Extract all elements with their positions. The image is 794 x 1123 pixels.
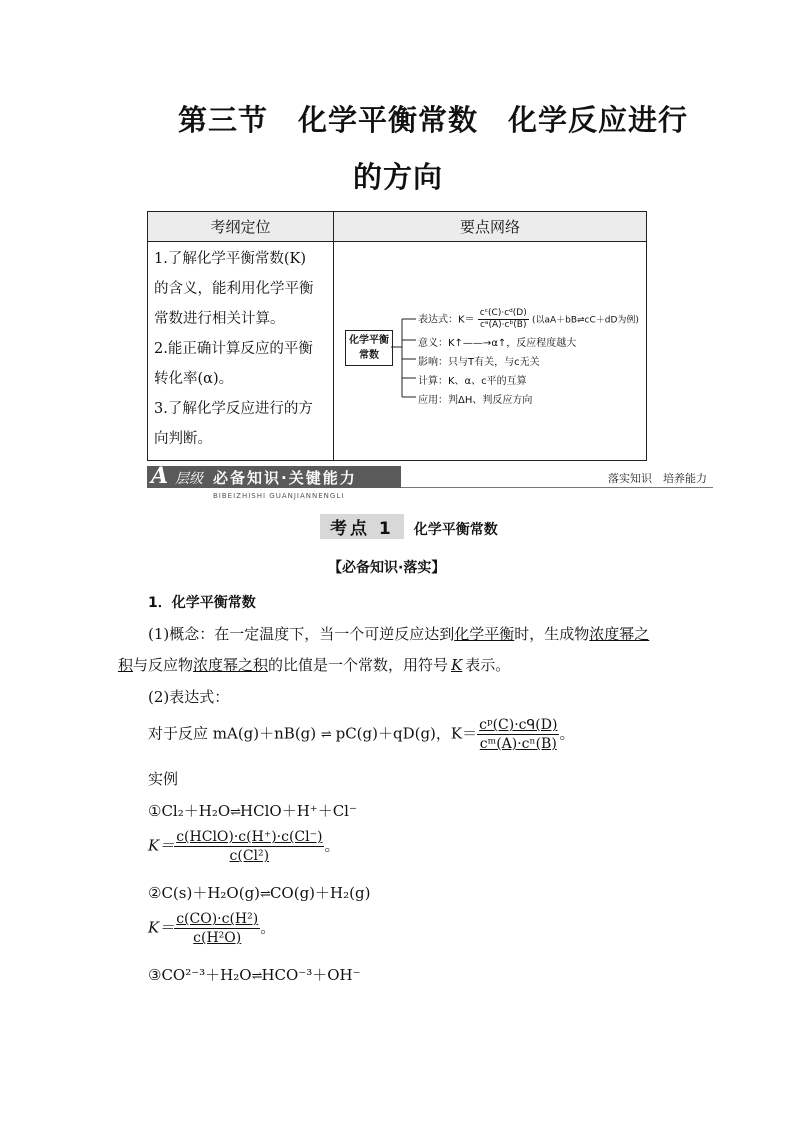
ex2-den: c(H²O) (193, 930, 242, 946)
req-line: 的含义，能利用化学平衡 (154, 281, 314, 297)
ex2-k: K＝ (148, 918, 175, 937)
page-title-line1: 第三节 化学平衡常数 化学反应进行 (178, 103, 689, 137)
req-line: 3.了解化学反应进行的方 (154, 401, 313, 417)
ex3-post: HCO⁻³＋OH⁻ (261, 966, 361, 984)
banner-subtext: BIBEIZHISHI GUANJIANNENGLI (213, 492, 345, 500)
blank-product-conc-end: 积 (118, 656, 134, 674)
concept-center-line2: 常数 (359, 350, 379, 361)
eq-den: cᵐ(A)·cⁿ(B) (479, 736, 557, 752)
outline-table (147, 211, 647, 461)
req-line: 向判断。 (154, 431, 212, 447)
ex2-fraction (174, 910, 260, 947)
ex3-arrow: ⇌ (251, 969, 262, 984)
map-apply: 应用：判ΔH、判反应方向 (418, 395, 533, 406)
blank-product-conc: 浓度幂之 (589, 625, 650, 643)
text-run: (1)概念：在一定温度下，当一个可逆反应达到 (148, 625, 455, 643)
ex2-post: CO(g)＋H₂(g) (269, 884, 371, 902)
ex2-arrow: ⇌ (260, 887, 270, 902)
banner-letter: A (151, 463, 169, 489)
blank-symbol-k: K (451, 656, 463, 674)
eq-period: 。 (559, 724, 575, 743)
eq-arrow: ⇌ (320, 727, 331, 743)
network-cell (334, 242, 647, 461)
example-label: 实例 (148, 770, 179, 788)
kaodian-title: 化学平衡常数 (413, 522, 498, 538)
map-influence: 影响：只与T有关，与c无关 (418, 357, 540, 368)
banner-right-text: 落实知识 培养能力 (608, 472, 707, 485)
section-head: 【必备知识·落实】 (328, 560, 446, 576)
kaodian-heading (320, 514, 498, 539)
concept-line-1 (148, 623, 649, 644)
map-expression-fraction (478, 308, 529, 331)
req-line: 2.能正确计算反应的平衡 (154, 341, 313, 357)
eq-num: cᵖ(C)·cᑫ(D) (479, 717, 558, 733)
text-run: 的比值是一个常数，用符号 (268, 656, 449, 674)
concept-line-2 (118, 654, 510, 675)
ex1-fraction (174, 828, 324, 865)
ex1-period: 。 (324, 836, 340, 855)
ex2-period: 。 (260, 918, 276, 937)
map-expr-den: cᵃ(A)·cᵇ(B) (479, 320, 527, 330)
text-run: 与反应物 (133, 656, 194, 674)
req-line: 1.了解化学平衡常数(K) (154, 251, 306, 267)
example-3-equation (148, 964, 361, 985)
banner-level: 层级 (175, 471, 203, 487)
eq-pre: 对于反应 mA(g)＋nB(g) (148, 724, 317, 743)
banner-main-text: 必备知识·关键能力 (213, 469, 357, 487)
concept-map (334, 242, 646, 460)
req-line: 常数进行相关计算。 (154, 311, 285, 327)
ex1-k: K＝ (148, 836, 175, 855)
map-calc: 计算：K、α、c平的互算 (418, 376, 527, 387)
map-expression-label: 表达式：K＝ (418, 314, 475, 326)
blank-equilibrium: 化学平衡 (454, 625, 515, 643)
concept-center-box (345, 330, 393, 366)
eq-post: pC(g)＋qD(g)，K＝ (335, 724, 478, 743)
example-2-equation (148, 882, 370, 903)
map-expression (418, 308, 639, 331)
example-1-equation (148, 800, 357, 821)
requirements-cell (148, 242, 334, 461)
banner-rule (401, 487, 713, 488)
col-header-network: 要点网络 (334, 212, 647, 242)
ex1-pre: ①Cl₂＋H₂O (148, 802, 231, 820)
map-expr-num: cᶜ(C)·cᵈ(D) (479, 308, 527, 318)
req-line: 转化率(α)。 (154, 371, 234, 387)
page-title-line2: 的方向 (353, 160, 444, 194)
blank-reactant-conc: 浓度幂之积 (193, 656, 269, 674)
heading-1: 1．化学平衡常数 (148, 595, 256, 611)
text-run: 时，生成物 (514, 625, 590, 643)
kaodian-label: 考点 1 (320, 514, 404, 539)
ex1-arrow: ⇌ (230, 805, 241, 820)
ex1-post: HClO＋H⁺＋Cl⁻ (240, 802, 357, 820)
map-expression-note: (以aA＋bB⇌cC＋dD为例) (531, 315, 639, 326)
example-2-k (148, 910, 275, 947)
ex3-pre: ③CO²⁻³＋H₂O (148, 966, 252, 984)
text-run: 表示。 (465, 656, 511, 674)
ex1-num: c(HClO)·c(H⁺)·c(Cl⁻) (176, 829, 323, 845)
example-1-k (148, 828, 339, 865)
general-equation (148, 716, 574, 753)
map-meaning: 意义：K↑——→α↑，反应程度越大 (418, 338, 577, 349)
expression-heading: (2)表达式： (148, 688, 230, 706)
eq-fraction (477, 716, 559, 753)
ex2-pre: ②C(s)＋H₂O(g) (148, 884, 261, 902)
ex1-den: c(Cl²) (229, 848, 270, 864)
concept-center-line1: 化学平衡 (349, 335, 389, 346)
col-header-requirements: 考纲定位 (148, 212, 334, 242)
ex2-num: c(CO)·c(H²) (176, 911, 259, 927)
level-banner (147, 463, 713, 500)
